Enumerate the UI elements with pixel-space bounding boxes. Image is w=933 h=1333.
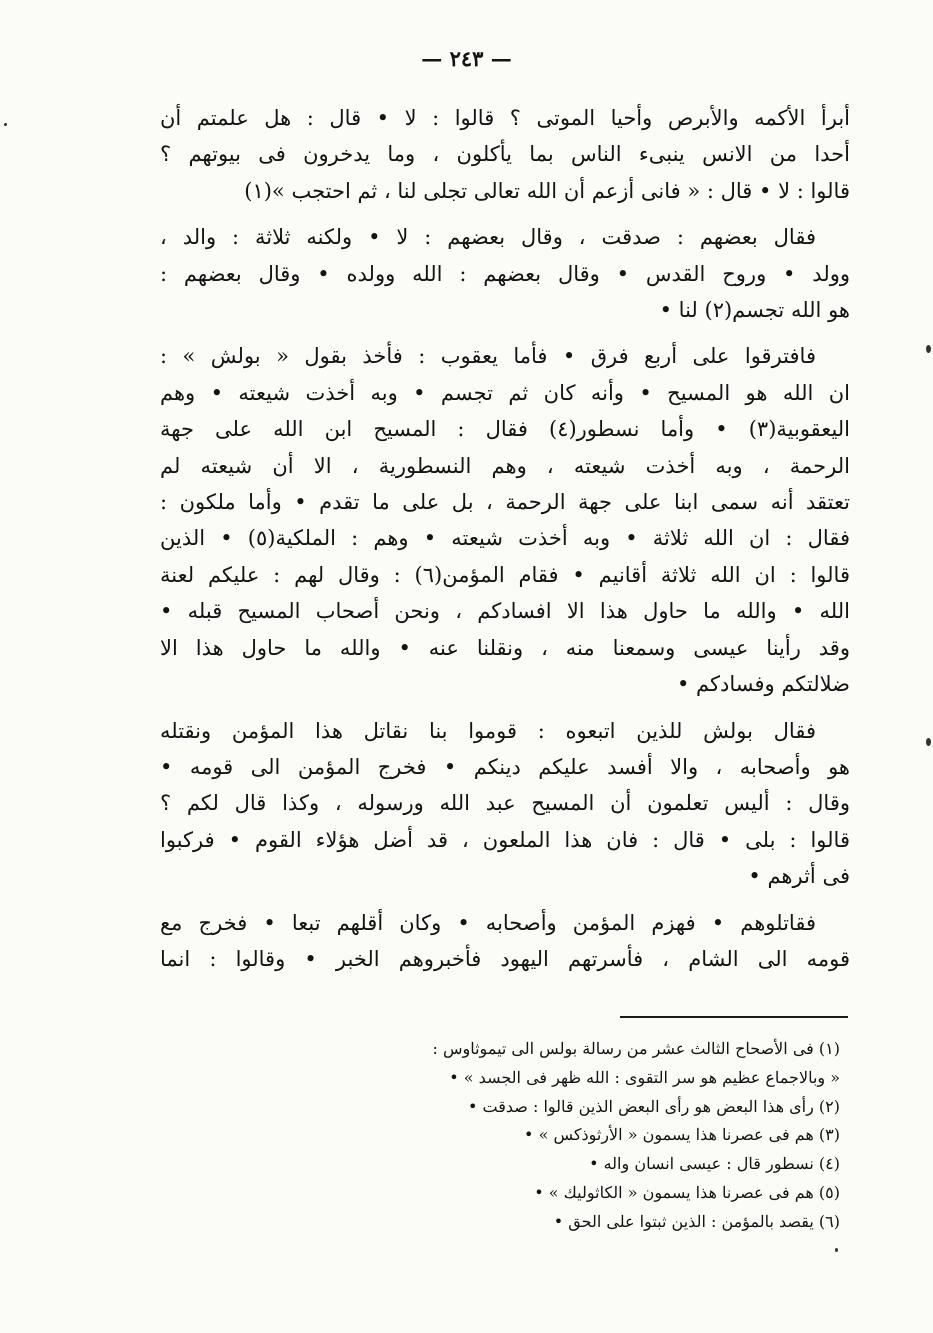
text-line: فافترقوا على أربع فرق • فأما يعقوب : فأخذ بقول « بولش » : bbox=[160, 344, 816, 369]
paragraph bbox=[160, 219, 850, 328]
scan-speck bbox=[835, 1248, 838, 1252]
text-line: أبرأ الأكمه والأبرص وأحيا الموتى ؟ قالوا : لا • قال : هل علمتم أن bbox=[160, 106, 850, 130]
scan-speck bbox=[926, 345, 931, 353]
footnote: (٤) نسطور قال : عيسى انسان واله • bbox=[589, 1154, 840, 1174]
text-line: اليعقوبية(٣) • وأما نسطور(٤) فقال : المسيح ابن الله على جهة bbox=[160, 417, 851, 442]
text-line: قالوا : ان الله ثلاثة أقانيم • فقام المؤمن(٦) : وقال لهم : عليكم لعنة bbox=[160, 562, 850, 587]
footnote: (٣) هم فى عصرنا هذا يسمون « الأرثوذكس » • bbox=[524, 1125, 840, 1145]
text-line: تعتقد أنه سمى ابنا على جهة الرحمة ، بل على ما تقدم • وأما ملكون : bbox=[160, 490, 850, 515]
text-line: وقد رأينا عيسى وسمعنا منه ، ونقلنا عنه • والله ما حاول هذا الا bbox=[160, 635, 850, 660]
text-line: فقال : ان الله ثلاثة • وبه أخذت شيعته • وهم : الملكية(٥) • الذين bbox=[160, 526, 850, 551]
footnote-divider bbox=[620, 1016, 848, 1018]
footnote: (١) فى الأصحاح الثالث عشر من رسالة بولس الى تيموثاوس : bbox=[432, 1039, 840, 1058]
text-line: وقال : أليس تعلمون أن المسيح عبد الله ورسوله ، وكذا قال لكم ؟ bbox=[160, 791, 850, 816]
text-line: فقاتلوهم • فهزم المؤمن وأصحابه • وكان أقلهم تبعا • فخرج مع bbox=[160, 910, 816, 935]
text-line: الله • والله ما حاول هذا الا افسادكم ، ونحن أصحاب المسيح قبله • bbox=[160, 599, 850, 624]
text-line: هو وأصحابه ، والا أفسد عليكم دينكم • فخرج المؤمن الى قومه • bbox=[160, 754, 850, 779]
text-line: وولد • وروح القدس • وقال بعضهم : الله وولده • وقال بعضهم : bbox=[160, 261, 850, 286]
footnote: (٥) هم فى عصرنا هذا يسمون « الكاثوليك » • bbox=[534, 1182, 840, 1202]
footnote-continuation: « وبالاجماع عظيم هو سر التقوى : الله ظهر فى الجسد » • bbox=[449, 1067, 840, 1087]
footnotes bbox=[180, 1035, 840, 1237]
paragraph bbox=[160, 905, 850, 978]
paragraph bbox=[160, 338, 850, 702]
text-line: ضلالتكم وفسادكم • bbox=[676, 672, 850, 697]
page-number: — ٢٤٣ — bbox=[421, 46, 512, 71]
paragraph bbox=[160, 713, 850, 895]
scan-speck bbox=[4, 123, 7, 126]
scan-speck bbox=[926, 738, 931, 746]
main-text bbox=[160, 100, 850, 987]
text-line: هو الله تجسم(٢) لنا • bbox=[659, 298, 850, 323]
text-line: الرحمة ، وبه أخذت شيعته ، وهم النسطورية ، الا أن شيعته لم bbox=[160, 453, 850, 478]
text-line: قالوا : لا • قال : « فانى أزعم أن الله تعالى تجلى لنا ، ثم احتجب »(١) bbox=[244, 178, 850, 203]
text-line: فى أثرهم • bbox=[748, 864, 850, 889]
text-line: قالوا : بلى • قال : فان هذا الملعون ، قد أضل هؤلاء القوم • فركبوا bbox=[160, 827, 850, 852]
text-line: ان الله هو المسيح • وأنه كان ثم تجسم • وبه أخذت شيعته • وهم bbox=[160, 380, 850, 405]
text-line: أحدا من الانس ينبىء الناس بما يأكلون ، وما يدخرون فى بيوتهم ؟ bbox=[160, 142, 850, 167]
text-line: فقال بولش للذين اتبعوه : قوموا بنا نقاتل هذا المؤمن ونقتله bbox=[160, 718, 816, 743]
footnote: (٦) يقصد بالمؤمن : الذين ثبتوا على الحق • bbox=[553, 1211, 840, 1231]
footnote: (٢) رأى هذا البعض هو رأى البعض الذين قالوا : صدقت • bbox=[468, 1096, 840, 1116]
paragraph bbox=[160, 100, 850, 209]
text-line: فقال بعضهم : صدقت ، وقال بعضهم : لا • ولكنه ثلاثة : والد ، bbox=[160, 225, 816, 250]
text-line: قومه الى الشام ، فأسرتهم اليهود فأخبروهم الخبر • وقالوا : انما bbox=[160, 946, 850, 971]
